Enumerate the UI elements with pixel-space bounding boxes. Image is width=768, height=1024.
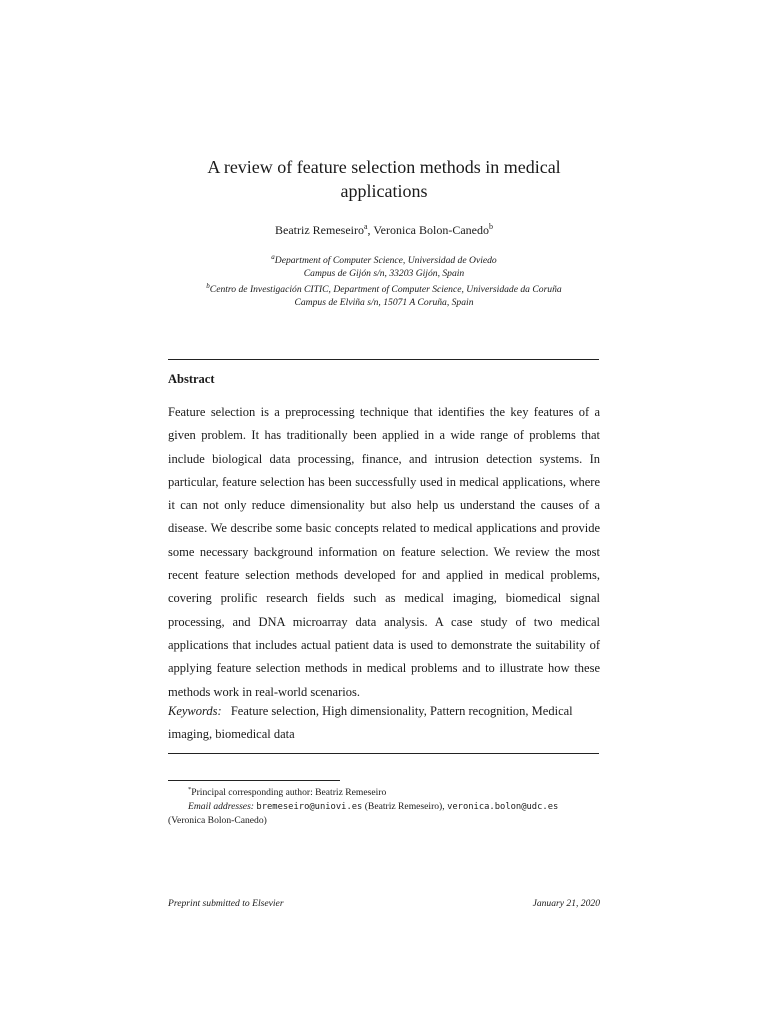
- author-affil-mark: b: [488, 222, 493, 231]
- email-owner-line: (Veronica Bolon-Canedo): [168, 815, 267, 827]
- email-link[interactable]: veronica.bolon@udc.es: [447, 801, 559, 812]
- affiliation-b: [168, 280, 600, 309]
- author-name: Veronica Bolon-Canedo: [373, 223, 489, 237]
- abstract-bottom-rule: [168, 753, 599, 754]
- affiliation-line: Centro de Investigación CITIC, Department of Computer Science, Universidade da Coruña: [209, 284, 562, 296]
- affiliation-line: Campus de Gijón s/n, 33203 Gijón, Spain: [303, 267, 465, 279]
- keywords: [168, 700, 600, 747]
- corresponding-author-text: Principal corresponding author: Beatriz Remeseiro: [191, 787, 387, 799]
- email-addresses: [168, 800, 600, 815]
- email-label: Email addresses:: [188, 800, 254, 812]
- footer-date: January 21, 2020: [532, 898, 600, 909]
- page-footer: [168, 898, 600, 909]
- author-name: Beatriz Remeseiro: [275, 223, 364, 237]
- footnote-rule: [168, 780, 340, 781]
- affiliation-mark: b: [206, 282, 210, 290]
- abstract-top-rule: [168, 359, 599, 360]
- keywords-list: Feature selection, High dimensionality, Pattern recognition, Medical imaging, biomedical data: [168, 704, 573, 742]
- keywords-label: Keywords:: [168, 704, 222, 718]
- email-link[interactable]: bremeseiro@uniovi.es: [256, 801, 363, 812]
- footnote-marker: *: [188, 786, 192, 793]
- email-owner: (Beatriz Remeseiro),: [362, 800, 448, 812]
- paper-title: A review of feature selection methods in medical applications: [207, 157, 561, 201]
- affiliations: [168, 251, 600, 309]
- footnote: [168, 783, 600, 828]
- author-separator: ,: [367, 223, 374, 237]
- author-list: [168, 222, 600, 238]
- affiliation-line: Department of Computer Science, Universidad de Oviedo: [274, 255, 497, 267]
- author-affil-mark: a: [363, 222, 368, 231]
- affiliation-line: Campus de Elviña s/n, 15071 A Coruña, Spain: [294, 296, 474, 308]
- abstract-heading: Abstract: [168, 372, 215, 386]
- corresponding-author-note: [168, 783, 600, 800]
- footer-left: Preprint submitted to Elsevier: [168, 898, 284, 909]
- abstract-text: Feature selection is a preprocessing technique that identifies the key features of a given problem. It has traditionally been applied in a wide range of problems that include biological data processing, finance, and intrusion detection systems. In particular, feature selection has been successfully used in medical applications, where it can not only reduce dimensionality but also help us understand the causes of a disease. We describe some basic concepts related to medical applications and provide some necessary background information on feature selection. We review the most recent feature selection methods developed for and applied in medical problems, covering prolific research fields such as medical imaging, biomedical signal processing, and DNA microarray data analysis. A case study of two medical applications that includes actual patient data is used to demonstrate the suitability of applying feature selection methods in medical problems and to illustrate how these methods work in real-world scenarios.: [168, 405, 600, 699]
- affiliation-a: [168, 251, 600, 280]
- affiliation-mark: a: [271, 253, 275, 261]
